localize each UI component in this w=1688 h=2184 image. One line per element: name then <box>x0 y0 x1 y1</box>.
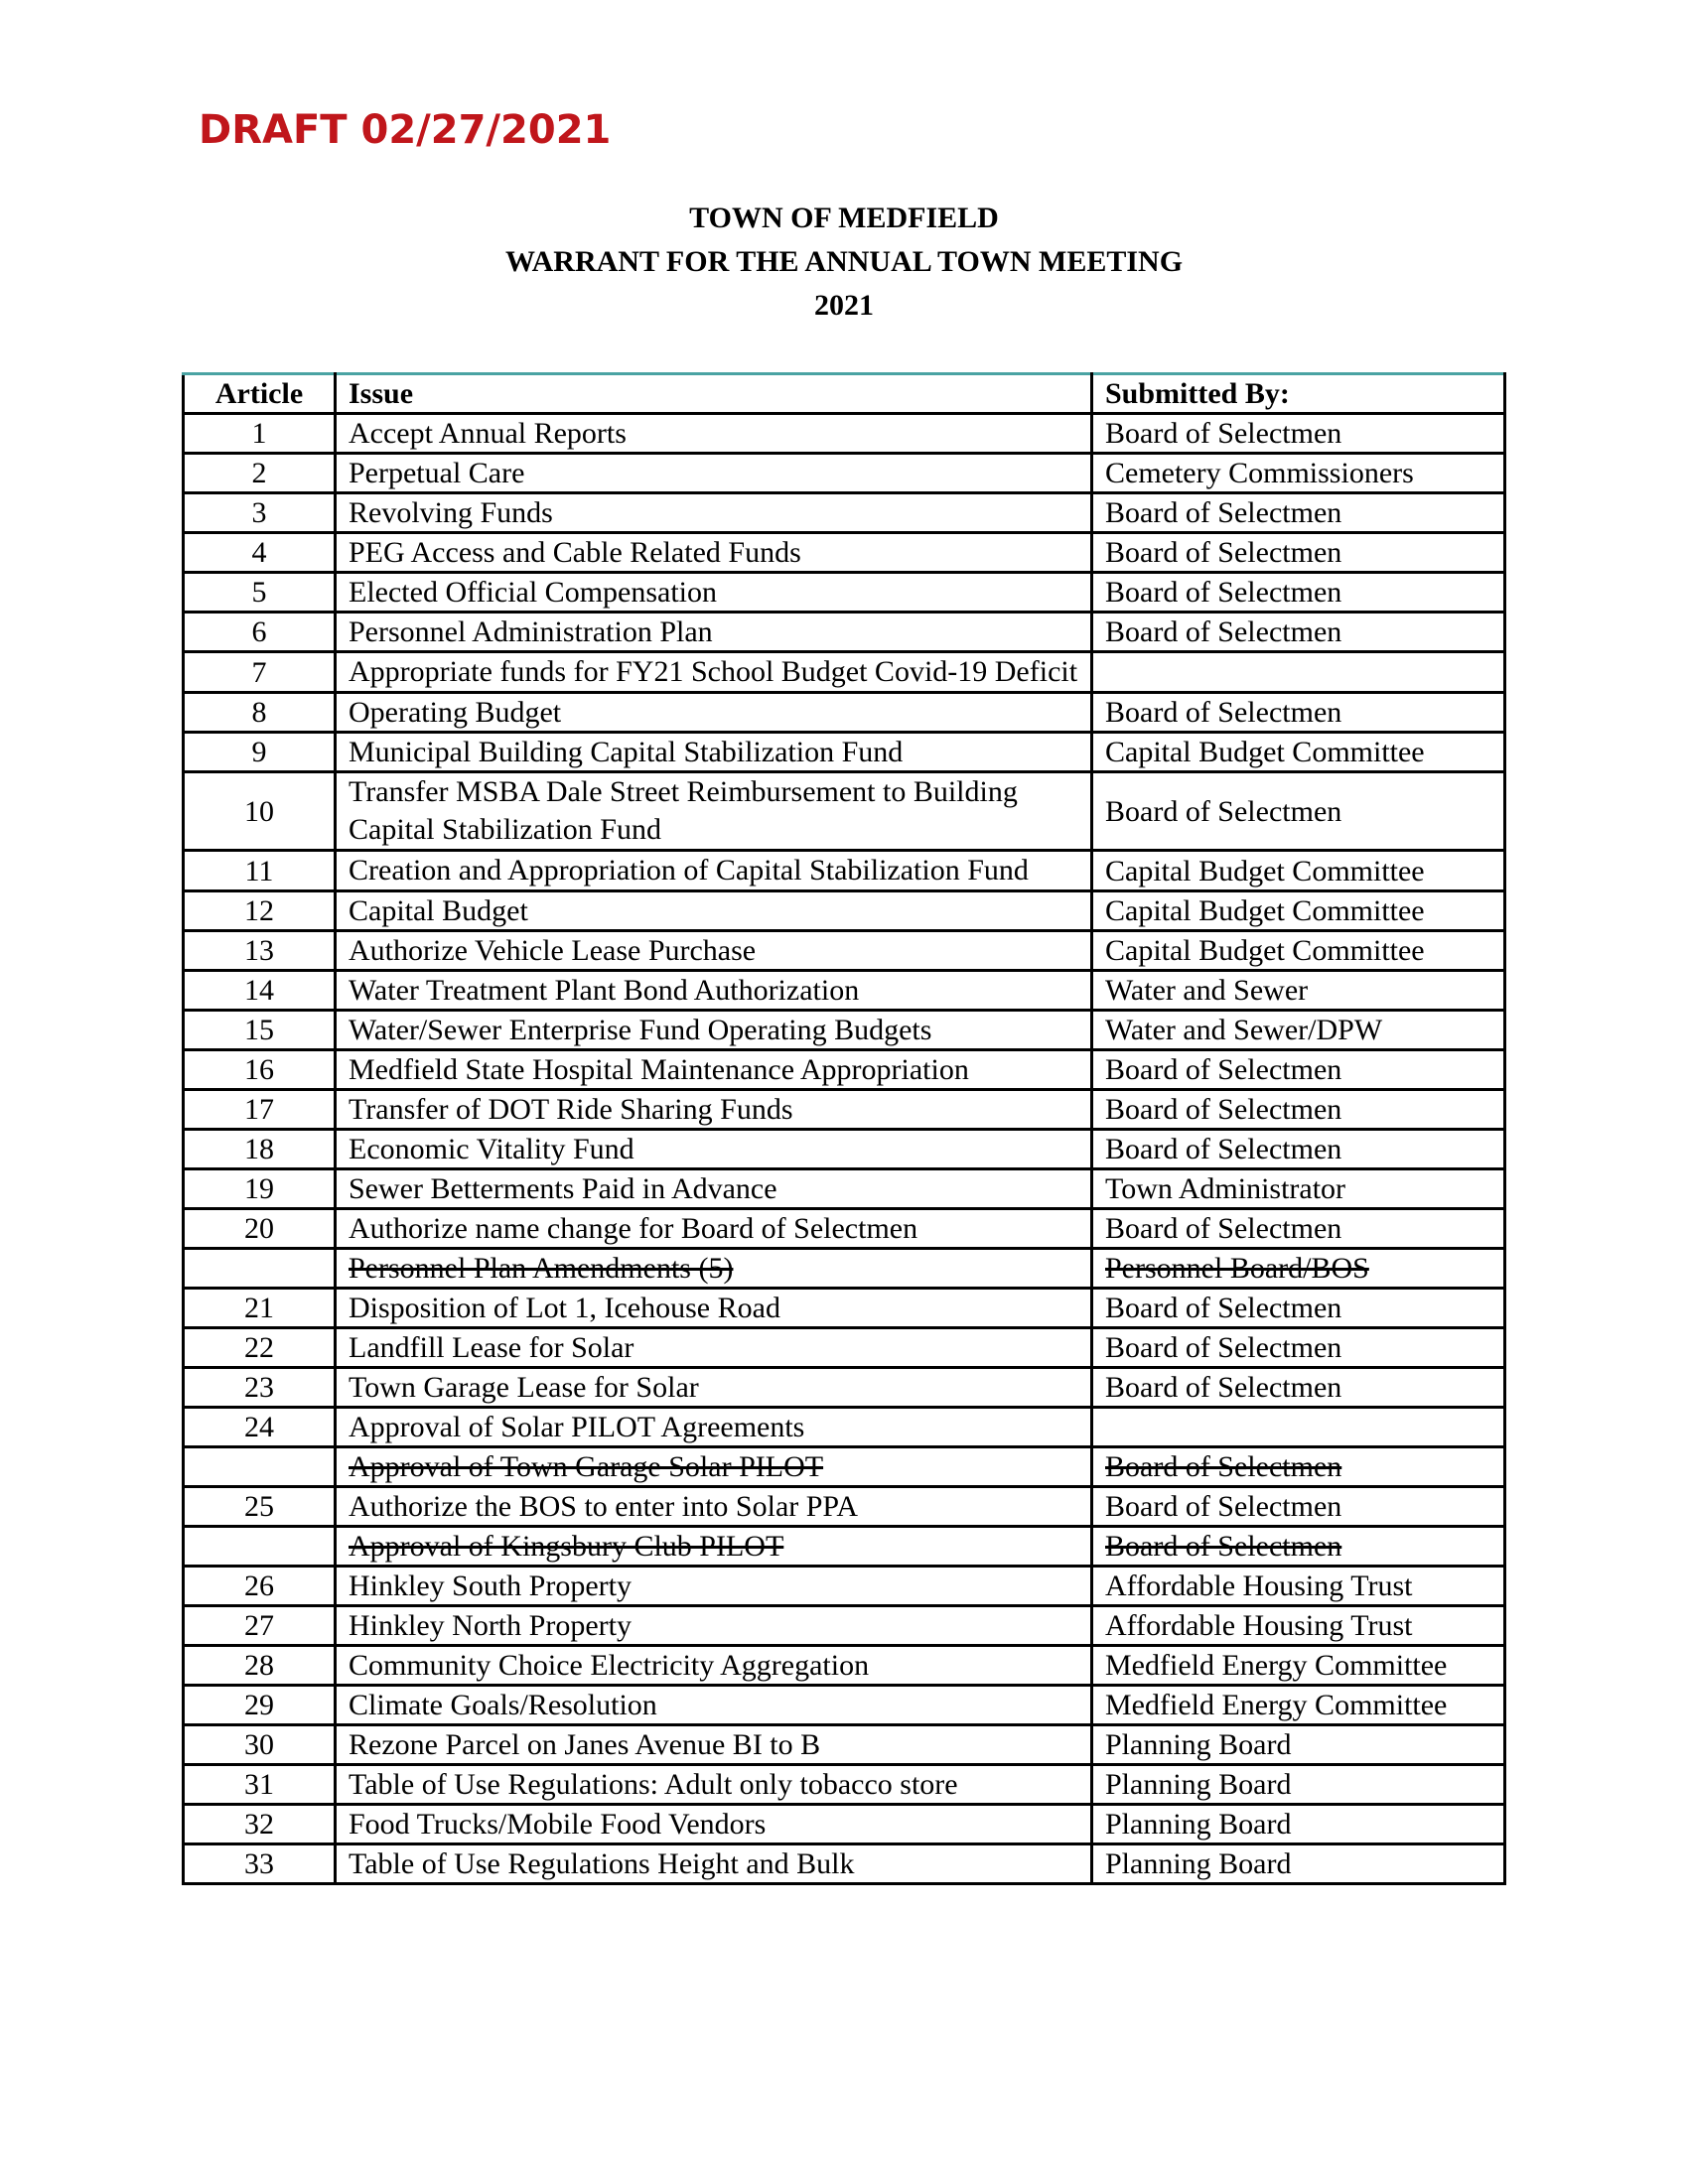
table-row <box>184 1686 1505 1725</box>
heading-year: 2021 <box>814 289 874 322</box>
article-number: 14 <box>184 971 336 1011</box>
table-row <box>184 1487 1505 1527</box>
article-number: 15 <box>184 1011 336 1050</box>
issue-text: Capital Budget <box>349 894 528 927</box>
article-number: 29 <box>184 1686 336 1725</box>
submitted-by-cell <box>1092 1606 1505 1646</box>
submitted-by-cell <box>1092 733 1505 772</box>
issue-text: Revolving Funds <box>349 496 553 529</box>
submitted-by-cell <box>1092 1368 1505 1408</box>
issue-cell <box>336 1487 1092 1527</box>
submitted-by-cell <box>1092 931 1505 971</box>
submitted-by-cell <box>1092 414 1505 454</box>
issue-cell <box>336 1844 1092 1884</box>
issue-text: Disposition of Lot 1, Icehouse Road <box>349 1292 780 1324</box>
table-row <box>184 414 1505 454</box>
issue-cell <box>336 693 1092 733</box>
issue-text: Economic Vitality Fund <box>349 1133 634 1165</box>
issue-cell <box>336 414 1092 454</box>
issue-text: Water Treatment Plant Bond Authorization <box>349 974 860 1007</box>
issue-cell <box>336 733 1092 772</box>
issue-text: Transfer MSBA Dale Street Reimbursement to Building Capital Stabilization Fund <box>349 775 1018 846</box>
issue-text: Landfill Lease for Solar <box>349 1331 634 1364</box>
issue-cell <box>336 454 1092 493</box>
table-row <box>184 1328 1505 1368</box>
table-row <box>184 1527 1505 1567</box>
table-row <box>184 1805 1505 1844</box>
submitted-by-cell <box>1092 1805 1505 1844</box>
submitted-by-text: Board of Selectmen <box>1105 1133 1342 1165</box>
issue-text: Perpetual Care <box>349 457 525 489</box>
table-row <box>184 1169 1505 1209</box>
submitted-by-text: Board of Selectmen <box>1105 576 1342 609</box>
submitted-by-cell <box>1092 1686 1505 1725</box>
issue-text: Table of Use Regulations Height and Bulk <box>349 1847 855 1880</box>
submitted-by-text: Board of Selectmen <box>1105 615 1342 648</box>
article-number: 24 <box>184 1408 336 1447</box>
submitted-by-cell <box>1092 1209 1505 1249</box>
submitted-by-cell <box>1092 1408 1505 1447</box>
submitted-by-cell <box>1092 851 1505 891</box>
submitted-by-cell <box>1092 1487 1505 1527</box>
submitted-by-text: Affordable Housing Trust <box>1105 1609 1413 1642</box>
table-row <box>184 613 1505 652</box>
issue-text: Food Trucks/Mobile Food Vendors <box>349 1808 767 1841</box>
issue-text: Table of Use Regulations: Adult only tobacco store <box>349 1768 958 1801</box>
issue-cell <box>336 1289 1092 1328</box>
article-number: 12 <box>184 891 336 931</box>
article-number: 13 <box>184 931 336 971</box>
issue-text: Authorize the BOS to enter into Solar PPA <box>349 1490 859 1523</box>
article-number: 10 <box>184 772 336 851</box>
issue-cell <box>336 1567 1092 1606</box>
submitted-by-cell <box>1092 1289 1505 1328</box>
issue-text: Transfer of DOT Ride Sharing Funds <box>349 1093 793 1126</box>
submitted-by-cell <box>1092 533 1505 573</box>
issue-cell <box>336 652 1092 693</box>
article-number: 8 <box>184 693 336 733</box>
warrant-table <box>182 372 1506 1885</box>
issue-cell <box>336 1209 1092 1249</box>
table-row <box>184 1050 1505 1090</box>
submitted-by-cell <box>1092 613 1505 652</box>
table-row <box>184 1646 1505 1686</box>
article-number: 17 <box>184 1090 336 1130</box>
submitted-by-cell <box>1092 693 1505 733</box>
issue-cell <box>336 1805 1092 1844</box>
table-row <box>184 1090 1505 1130</box>
issue-cell <box>336 772 1092 851</box>
table-row <box>184 733 1505 772</box>
issue-cell <box>336 851 1092 891</box>
article-number: 28 <box>184 1646 336 1686</box>
issue-cell <box>336 1130 1092 1169</box>
table-row <box>184 1567 1505 1606</box>
issue-text: Approval of Solar PILOT Agreements <box>349 1411 805 1443</box>
table-header-row <box>184 374 1505 414</box>
submitted-by-text: Board of Selectmen <box>1105 1371 1342 1404</box>
table-row <box>184 1844 1505 1884</box>
submitted-by-cell <box>1092 1646 1505 1686</box>
article-number: 18 <box>184 1130 336 1169</box>
issue-text: Creation and Appropriation of Capital Stabilization Fund <box>349 854 1029 887</box>
article-number: 27 <box>184 1606 336 1646</box>
header-article: Article <box>184 374 336 414</box>
submitted-by-cell <box>1092 1527 1505 1567</box>
article-number: 25 <box>184 1487 336 1527</box>
article-number <box>184 1447 336 1487</box>
table-row <box>184 454 1505 493</box>
heading-warrant: WARRANT FOR THE ANNUAL TOWN MEETING <box>504 245 1184 278</box>
article-number: 26 <box>184 1567 336 1606</box>
submitted-by-cell <box>1092 1567 1505 1606</box>
article-number: 2 <box>184 454 336 493</box>
submitted-by-text: Board of Selectmen <box>1105 1450 1342 1483</box>
issue-text: Hinkley South Property <box>349 1570 632 1602</box>
table-row <box>184 1765 1505 1805</box>
submitted-by-cell <box>1092 454 1505 493</box>
submitted-by-text: Water and Sewer <box>1105 974 1309 1007</box>
submitted-by-text: Town Administrator <box>1105 1172 1346 1205</box>
table-row <box>184 1368 1505 1408</box>
table-row <box>184 851 1505 891</box>
heading-town: TOWN OF MEDFIELD <box>689 202 999 234</box>
issue-text: Approval of Kingsbury Club PILOT <box>349 1530 784 1563</box>
article-number <box>184 1527 336 1567</box>
article-number: 1 <box>184 414 336 454</box>
table-row <box>184 891 1505 931</box>
article-number: 3 <box>184 493 336 533</box>
submitted-by-text: Board of Selectmen <box>1105 1292 1342 1324</box>
issue-text: Rezone Parcel on Janes Avenue BI to B <box>349 1728 821 1761</box>
issue-cell <box>336 1527 1092 1567</box>
issue-cell <box>336 931 1092 971</box>
table-row <box>184 971 1505 1011</box>
table-row <box>184 1011 1505 1050</box>
table-row <box>184 533 1505 573</box>
submitted-by-text: Board of Selectmen <box>1105 1331 1342 1364</box>
article-number: 20 <box>184 1209 336 1249</box>
article-number: 19 <box>184 1169 336 1209</box>
issue-text: Medfield State Hospital Maintenance Appropriation <box>349 1053 969 1086</box>
submitted-by-text: Capital Budget Committee <box>1105 934 1425 967</box>
issue-cell <box>336 1090 1092 1130</box>
article-number: 32 <box>184 1805 336 1844</box>
submitted-by-cell <box>1092 1765 1505 1805</box>
table-row <box>184 1408 1505 1447</box>
submitted-by-text: Capital Budget Committee <box>1105 736 1425 768</box>
submitted-by-text: Personnel Board/BOS <box>1105 1252 1369 1285</box>
submitted-by-text: Board of Selectmen <box>1105 1490 1342 1523</box>
table-row <box>184 1725 1505 1765</box>
issue-cell <box>336 1328 1092 1368</box>
issue-text: Hinkley North Property <box>349 1609 632 1642</box>
table-row <box>184 1289 1505 1328</box>
submitted-by-cell <box>1092 1725 1505 1765</box>
issue-cell <box>336 613 1092 652</box>
submitted-by-cell <box>1092 772 1505 851</box>
submitted-by-cell <box>1092 1249 1505 1289</box>
table-row <box>184 772 1505 851</box>
submitted-by-cell <box>1092 652 1505 693</box>
submitted-by-text: Capital Budget Committee <box>1105 894 1425 927</box>
issue-cell <box>336 1686 1092 1725</box>
table-row <box>184 652 1505 693</box>
article-number: 16 <box>184 1050 336 1090</box>
issue-text: Accept Annual Reports <box>349 417 627 450</box>
article-number: 4 <box>184 533 336 573</box>
issue-cell <box>336 533 1092 573</box>
table-row <box>184 931 1505 971</box>
issue-text: Water/Sewer Enterprise Fund Operating Budgets <box>349 1014 932 1046</box>
issue-cell <box>336 1725 1092 1765</box>
issue-cell <box>336 1765 1092 1805</box>
article-number: 21 <box>184 1289 336 1328</box>
issue-text: PEG Access and Cable Related Funds <box>349 536 801 569</box>
table-row <box>184 693 1505 733</box>
article-number <box>184 1249 336 1289</box>
issue-text: Operating Budget <box>349 696 562 729</box>
submitted-by-cell <box>1092 493 1505 533</box>
article-number: 22 <box>184 1328 336 1368</box>
issue-text: Authorize Vehicle Lease Purchase <box>349 934 757 967</box>
submitted-by-cell <box>1092 573 1505 613</box>
submitted-by-cell <box>1092 1130 1505 1169</box>
submitted-by-cell <box>1092 891 1505 931</box>
issue-cell <box>336 493 1092 533</box>
issue-text: Authorize name change for Board of Selectmen <box>349 1212 918 1245</box>
submitted-by-text: Board of Selectmen <box>1105 536 1342 569</box>
submitted-by-text: Board of Selectmen <box>1105 1530 1342 1563</box>
issue-text: Climate Goals/Resolution <box>349 1689 657 1721</box>
issue-cell <box>336 1050 1092 1090</box>
article-number: 23 <box>184 1368 336 1408</box>
submitted-by-text: Board of Selectmen <box>1105 696 1342 729</box>
submitted-by-text: Medfield Energy Committee <box>1105 1689 1448 1721</box>
submitted-by-cell <box>1092 1090 1505 1130</box>
table-row <box>184 1130 1505 1169</box>
header-issue: Issue <box>336 374 1092 414</box>
issue-text: Community Choice Electricity Aggregation <box>349 1649 870 1682</box>
draft-stamp: DRAFT 02/27/2021 <box>199 107 612 153</box>
submitted-by-text: Planning Board <box>1105 1847 1292 1880</box>
submitted-by-cell <box>1092 1328 1505 1368</box>
issue-text: Town Garage Lease for Solar <box>349 1371 699 1404</box>
issue-cell <box>336 1408 1092 1447</box>
document-heading <box>0 197 1688 328</box>
submitted-by-cell <box>1092 1844 1505 1884</box>
submitted-by-text: Planning Board <box>1105 1728 1292 1761</box>
issue-cell <box>336 1169 1092 1209</box>
issue-text: Municipal Building Capital Stabilization Fund <box>349 736 904 768</box>
submitted-by-cell <box>1092 971 1505 1011</box>
table-row <box>184 1447 1505 1487</box>
submitted-by-cell <box>1092 1447 1505 1487</box>
submitted-by-text: Cemetery Commissioners <box>1105 457 1414 489</box>
issue-cell <box>336 891 1092 931</box>
submitted-by-text: Board of Selectmen <box>1105 1093 1342 1126</box>
table-row <box>184 1209 1505 1249</box>
article-number: 9 <box>184 733 336 772</box>
issue-cell <box>336 1368 1092 1408</box>
submitted-by-text: Capital Budget Committee <box>1105 854 1425 887</box>
submitted-by-cell <box>1092 1050 1505 1090</box>
table-row <box>184 493 1505 533</box>
issue-cell <box>336 971 1092 1011</box>
issue-text: Personnel Administration Plan <box>349 615 713 648</box>
issue-cell <box>336 573 1092 613</box>
issue-cell <box>336 1646 1092 1686</box>
issue-cell <box>336 1011 1092 1050</box>
article-number: 11 <box>184 851 336 891</box>
submitted-by-cell <box>1092 1169 1505 1209</box>
issue-text: Sewer Betterments Paid in Advance <box>349 1172 777 1205</box>
submitted-by-text: Planning Board <box>1105 1808 1292 1841</box>
issue-text: Approval of Town Garage Solar PILOT <box>349 1450 824 1483</box>
submitted-by-text: Medfield Energy Committee <box>1105 1649 1448 1682</box>
article-number: 30 <box>184 1725 336 1765</box>
issue-text: Elected Official Compensation <box>349 576 718 609</box>
submitted-by-text: Planning Board <box>1105 1768 1292 1801</box>
submitted-by-text: Water and Sewer/DPW <box>1105 1014 1383 1046</box>
issue-cell <box>336 1447 1092 1487</box>
submitted-by-text: Affordable Housing Trust <box>1105 1570 1413 1602</box>
submitted-by-text: Board of Selectmen <box>1105 1053 1342 1086</box>
table-row <box>184 1606 1505 1646</box>
submitted-by-cell <box>1092 1011 1505 1050</box>
header-submitted-by: Submitted By: <box>1092 374 1505 414</box>
table-row <box>184 573 1505 613</box>
submitted-by-text: Board of Selectmen <box>1105 1212 1342 1245</box>
article-number: 5 <box>184 573 336 613</box>
issue-text: Personnel Plan Amendments (5) <box>349 1252 734 1285</box>
article-number: 31 <box>184 1765 336 1805</box>
table-row <box>184 1249 1505 1289</box>
submitted-by-text: Board of Selectmen <box>1105 417 1342 450</box>
submitted-by-text: Board of Selectmen <box>1105 794 1342 828</box>
submitted-by-text: Board of Selectmen <box>1105 496 1342 529</box>
issue-cell <box>336 1249 1092 1289</box>
article-number: 33 <box>184 1844 336 1884</box>
article-number: 6 <box>184 613 336 652</box>
issue-cell <box>336 1606 1092 1646</box>
issue-text: Appropriate funds for FY21 School Budget Covid-19 Deficit <box>349 655 1078 688</box>
article-number: 7 <box>184 652 336 693</box>
